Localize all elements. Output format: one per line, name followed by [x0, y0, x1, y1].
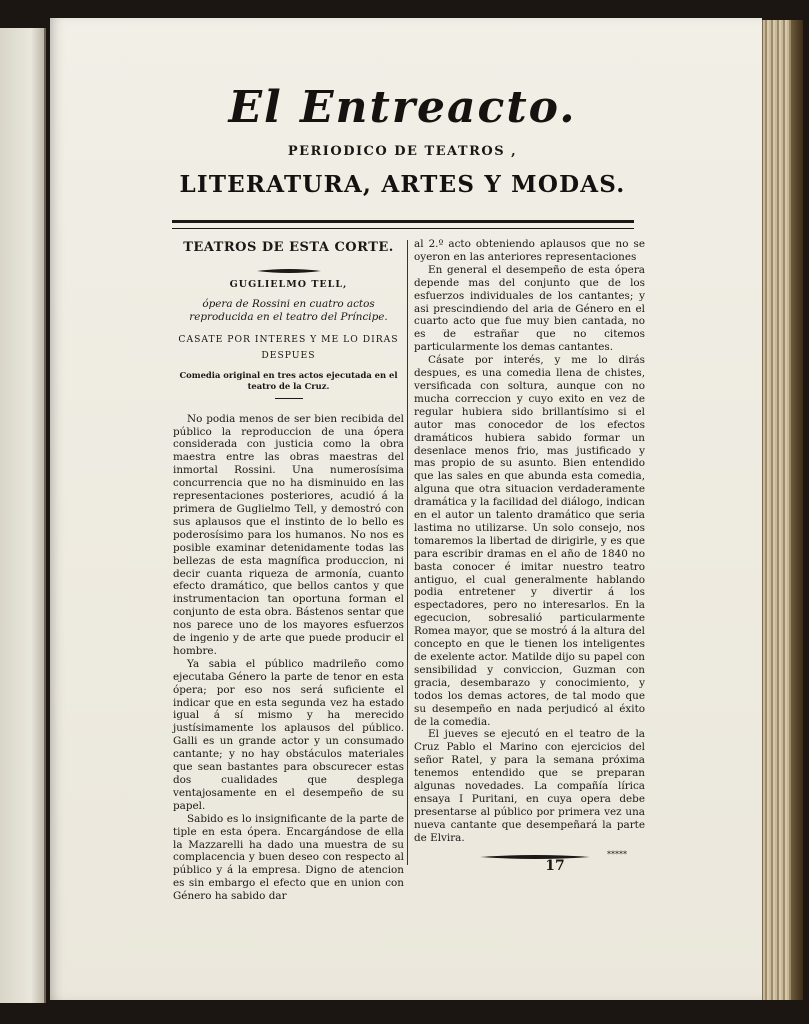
- page-number: 17: [545, 858, 565, 874]
- book-edge: [762, 20, 803, 1000]
- short-rule: [275, 398, 303, 399]
- play-description: Comedia original en tres actos ejecutada en el teatro de la Cruz.: [179, 369, 398, 391]
- ornament-divider: [173, 265, 404, 273]
- play-title: CASATE POR INTERES Y ME LO DIRAS DESPUES: [178, 333, 399, 361]
- left-page-edge: [0, 28, 46, 1003]
- section-title: TEATROS DE ESTA CORTE.: [183, 240, 394, 255]
- right-column: [414, 238, 645, 862]
- article-paragraph: Cásate por interés, y me lo dirás despues, es una comedia llena de chistes, versificada con soltura, aunque con no mucha correccion y cuyo exito en vez de regular hubiera sido brillantísimo si el autor mas conocedor de los efectos dramáticos hubiera sabido formar un desenlace menos frio, mas justificado y mas propio de su asunto. Bien entendido que las sales en que abunda esta comedia, alguna que otra situacion verdaderamente dramática y la facilidad del diálogo, indican en el autor un talento dramático que seria lastima no utilizarse. Un solo consejo, nos tomaremos la libertad de dirigirle, y es que para escribir dramas en el año de 1840 no basta conocer é imitar nuestro teatro antiguo, el cual generalmente hablando podia entretener y divertir á los espectadores, pero no interesarlos. En la egecucion, sobresalió particularmente Romea mayor, que se mostró á la altura del concepto en que le tienen los inteligentes de exelente actor. Matilde dijo su papel con sensibilidad y conviccion, Guzman con gracia, desembarazo y conocimiento, y todos los demas actores, de tal modo que su desempeño en nada perjudicó al éxito de la comedia.: [414, 354, 645, 728]
- subtitle-periodico: PERIODICO DE TEATROS ,: [287, 144, 518, 159]
- masthead: [170, 80, 635, 198]
- left-column: [173, 238, 404, 903]
- bottom-ornament: [480, 846, 590, 854]
- column-divider: [407, 240, 408, 865]
- work-description: ópera de Rossini en cuatro actos reproducida en el teatro del Príncipe.: [189, 297, 388, 323]
- article-paragraph: El jueves se ejecutó en el teatro de la Cruz Pablo el Marino con ejercicios del señor Ratel, y para la semana próxima tenemos entendido que se preparan algunas novedades. La compañía lírica ensaya I Puritani, en cuya opera debe presentarse al público por primera vez una nueva cantante que desempeñará la parte de Elvira.: [414, 728, 645, 844]
- article-paragraph: En general el desempeño de esta ópera depende mas del conjunto que de los esfuerzos individuales de los cantantes; y asi prescindiendo del aria de Género en el cuarto acto que fue muy bien cantada, no es de estrañar que no citemos particularmente los demas cantantes.: [414, 263, 645, 354]
- header-double-rule: [172, 220, 634, 229]
- article-paragraph: al 2.º acto obteniendo aplausos que no se oyeron en las anteriores representaciones: [414, 238, 645, 263]
- subtitle-literatura: LITERATURA, ARTES Y MODAS.: [179, 171, 626, 198]
- work-title: GUGLIELMO TELL,: [229, 278, 348, 290]
- newspaper-title: El Entreacto.: [228, 82, 577, 133]
- article-paragraph: No podia menos de ser bien recibida del público la reproduccion de una ópera considerada con justicia como la obra maestra entre las obras maestras del inmortal Rossini. Una numerosísima concurrencia que no ha disminuido en las representaciones posteriores, acudió á la primera de Guglielmo Tell, y demostró con sus aplausos que el instinto de lo bello es poderosísimo para los humanos. No nos es posible examinar detenidamente todas las bellezas de esta magnífica produccion, ni decir cuanta riqueza de armonía, cuanto efecto dramático, que bellos cantos y que instrumentacion tan oportuna forman el conjunto de esta obra. Bástenos sentar que nos parece uno de los mayores esfuerzos de ingenio y de arte que puede producir el hombre.: [173, 412, 404, 657]
- article-paragraph: Ya sabia el público madrileño como ejecutaba Género la parte de tenor en esta ópera; por eso nos será suficiente el indicar que en esta segunda vez ha estado igual á sí mismo y ha merecido justísimamente los aplausos del público. Galli es un grande actor y un consumado cantante; y no hay obstáculos materiales que sean bastantes para obscurecer estas dos cualidades que desplega ventajosamente en el desempeño de su papel.: [173, 657, 404, 812]
- signature: *****: [607, 849, 627, 859]
- article-paragraph: Sabido es lo insignificante de la parte de tiple en esta ópera. Encargándose de ella la Mazzarelli ha dado una muestra de su complacencia y buen deseo con respecto al público y á la empresa. Digno de atencion es sin embargo el efecto que en union con Género ha sabido dar: [173, 812, 404, 903]
